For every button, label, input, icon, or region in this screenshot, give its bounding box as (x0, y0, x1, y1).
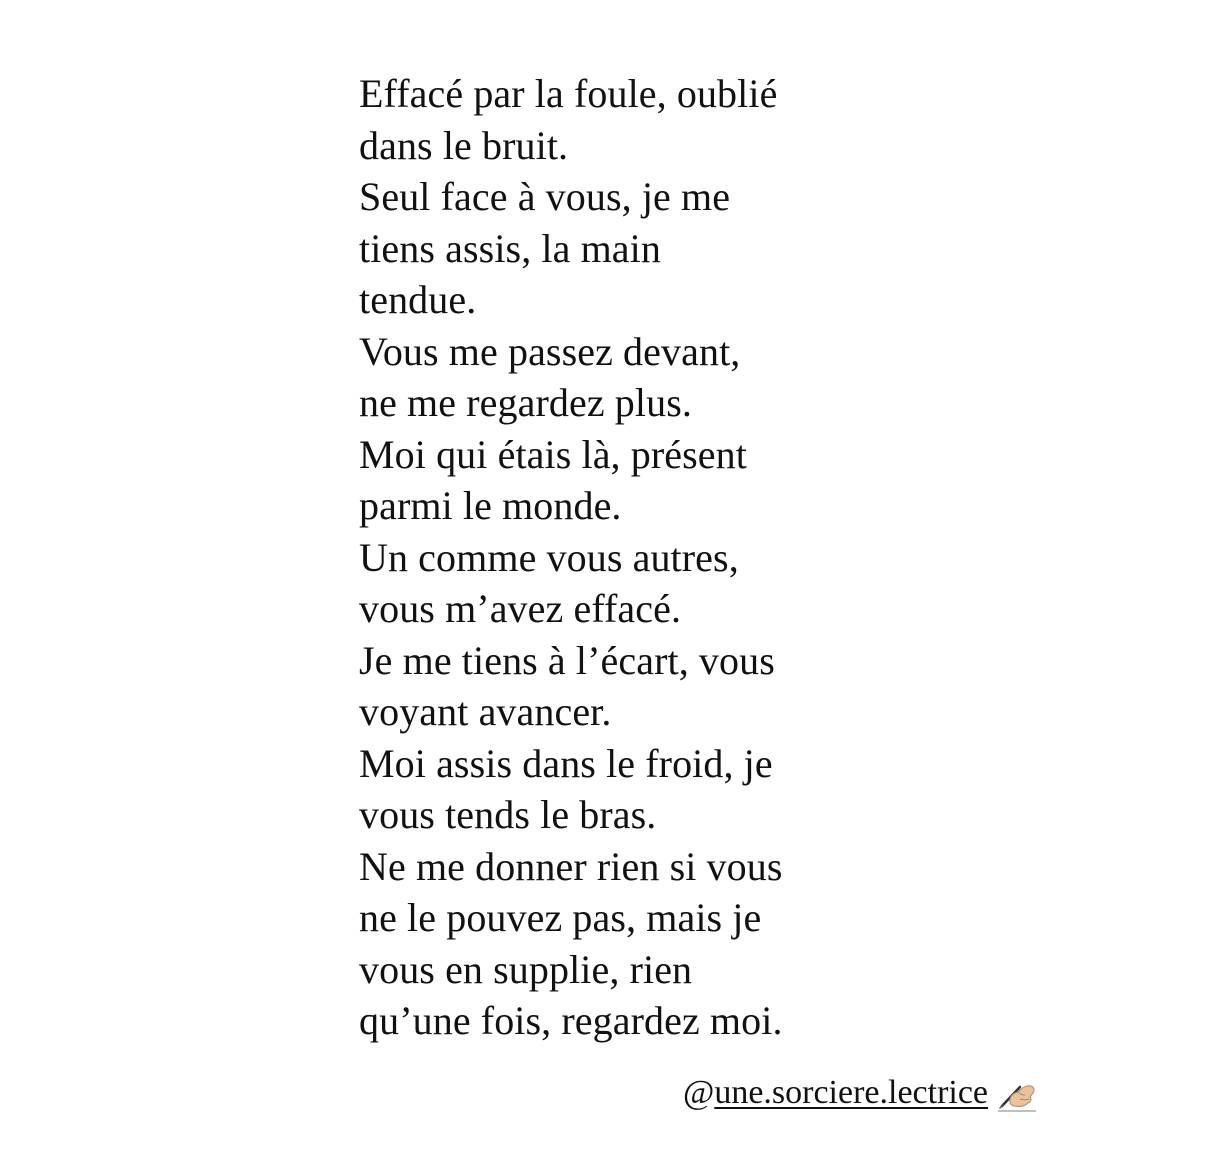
poem-line: Vous me passez devant, (359, 328, 741, 374)
poem-line: ne me regardez plus. (359, 380, 692, 425)
poem-line: vous m’avez effacé. (359, 586, 682, 631)
poem-line: Ne me donner rien si vous (359, 843, 783, 889)
author-signature (683, 1068, 1038, 1118)
poem-line: Je me tiens à l’écart, vous (359, 637, 775, 683)
poem-line: qu’une fois, regardez moi. (359, 998, 783, 1043)
poem-line: Moi assis dans le froid, je (359, 740, 773, 786)
poem-line: vous tends le bras. (359, 792, 657, 837)
poem-line: dans le bruit. (359, 122, 569, 168)
poem-line: Seul face à vous, je me (359, 174, 731, 219)
poem-line: Effacé par la foule, oublié (359, 71, 778, 116)
poem-text (359, 68, 919, 1047)
poem-line: Un comme vous autres, (359, 534, 739, 580)
poem-line: ne le pouvez pas, mais je (359, 895, 762, 940)
poem-line: parmi le monde. (359, 483, 622, 528)
poem-line: tendue. (359, 277, 477, 322)
poem-line: Moi qui étais là, présent (359, 431, 747, 477)
mention-at-sign: @ (683, 1074, 715, 1111)
poem-line: vous en supplie, rien (359, 946, 693, 992)
poem-line: tiens assis, la main (359, 225, 661, 271)
author-handle-link[interactable]: une.sorciere.lectrice (714, 1074, 989, 1111)
poem-line: voyant avancer. (359, 689, 612, 734)
writing-hand-icon (996, 1073, 1038, 1113)
